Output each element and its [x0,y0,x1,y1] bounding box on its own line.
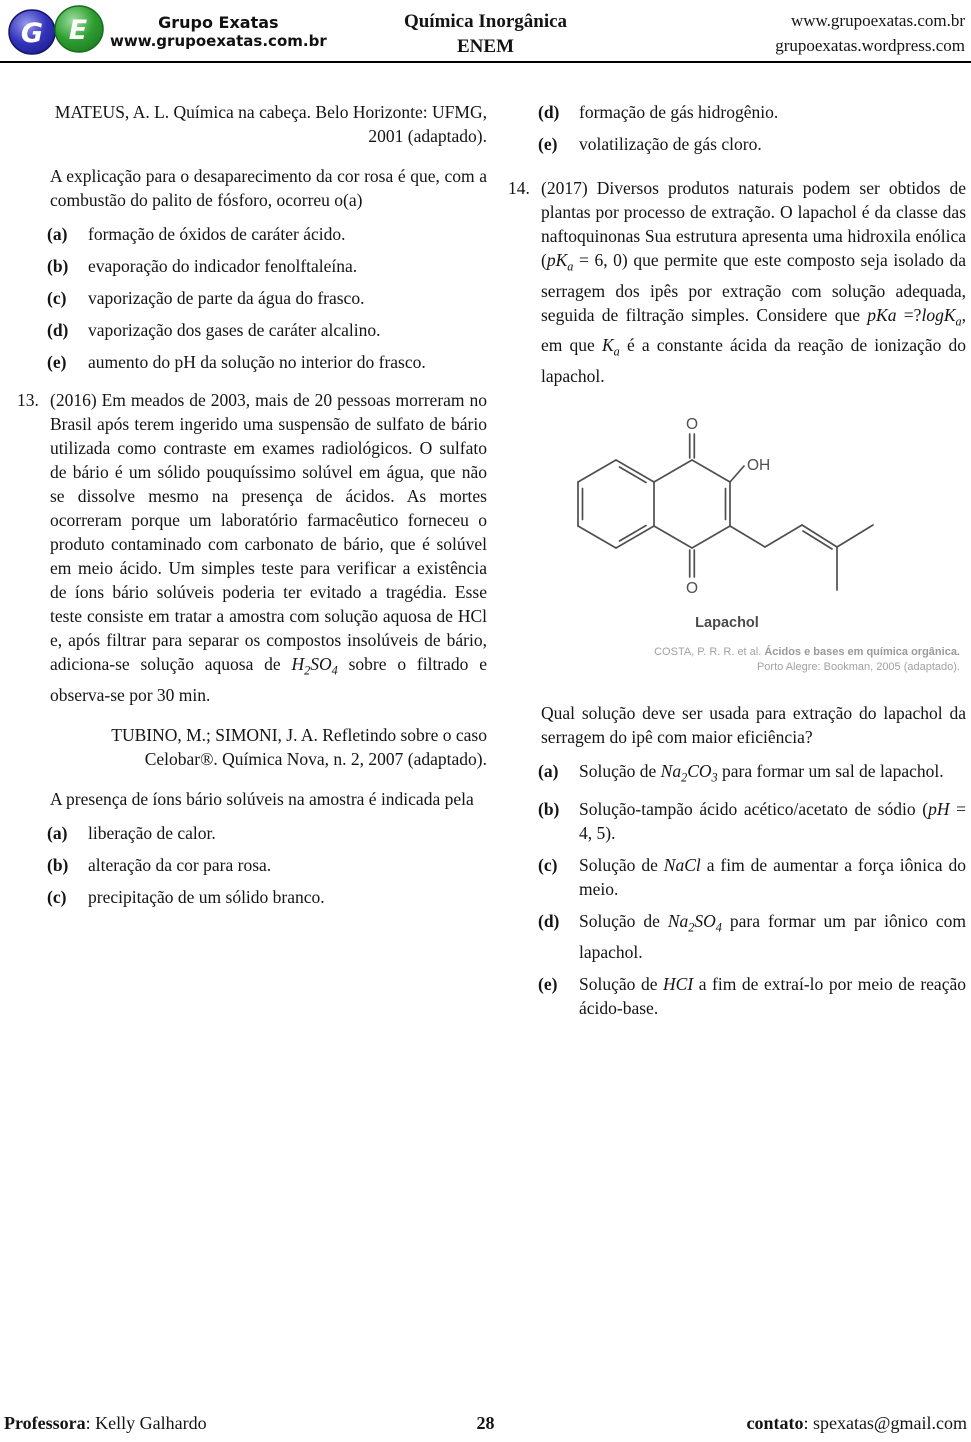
option-label: (d) [538,911,560,931]
option-text: vaporização de parte da água do frasco. [88,288,365,308]
grupo-exatas-logo [6,3,327,59]
option-text: evaporação do indicador fenolftaleína. [88,256,358,276]
option-text: vaporização dos gases de caráter alcalino. [88,320,381,340]
figure-source [540,645,960,675]
option-label: (b) [538,799,560,819]
option-text: volatilização de gás cloro. [579,134,762,154]
header-links [775,8,965,58]
option-label: (b) [47,256,69,276]
option-label: (a) [538,760,559,781]
option-e [47,350,487,374]
option-d [47,318,487,342]
site-url-wordpress: grupoexatas.wordpress.com [775,36,965,55]
professor-label: Professora [4,1413,86,1433]
figure-caption: Lapachol [695,614,759,631]
question-13-prompt: A presença de íons bário solúveis na amostra é indicada pela [50,788,474,809]
option-d [538,909,966,964]
option-label: (a) [47,822,68,843]
option-label: (e) [47,352,67,372]
question-body: (2016) Em meados de 2003, mais de 20 pessoas morreram no Brasil após terem ingerido uma suspensão de sulfato de bário utilizada como contraste em exames radiológicos. O sulfato de bário é um sólido pouquíssimo solúvel em água, que não se dissolve mesmo na presença de ácidos. As mortes ocorreram porque um laboratório farmacêutico forneceu o produto contaminado com carbonato de bário, que é solúvel em meio ácido. Um simples teste para verificar a existência de íons bário solúveis poderia ter evitado a tragédia. Esse teste consiste em tratar a amostra com solução aquosa de HCl e, após filtrar para separar os compostos insolúveis de bário, adiciona-se solução aquosa de $H_2SO_4$ sobre o filtrado e observa-se por 30 min. [50,390,487,705]
contact-email: : spexatas@gmail.com [803,1413,967,1433]
option-text: Solução de $Na_2SO_4$ para formar um par iônico com lapachol. [579,911,966,962]
citation-mateus: MATEUS, A. L. Química na cabeça. Belo Horizonte: UFMG, 2001 (adaptado). [54,102,487,146]
option-text: Solução de $Na_2CO_3$ para formar um sal de lapachol. [579,760,944,784]
option-label: (d) [47,320,69,340]
document-subtitle: ENEM [457,36,514,57]
question-13-options [47,821,487,909]
document-title: Química Inorgânica [403,11,568,32]
option-text: alteração da cor para rosa. [88,854,272,875]
option-c [47,286,487,310]
option-label: (c) [538,855,558,875]
option-label: (b) [47,854,69,875]
atom-hydroxyl: OH [747,456,771,474]
atom-oxygen-bottom: O [685,579,699,597]
atom-labels [686,416,770,597]
option-c [538,853,966,901]
option-e [538,132,966,156]
option-label: (a) [47,224,68,244]
lapachol-figure [540,396,960,675]
professor-name: : Kelly Galhardo [85,1413,207,1433]
question-13 [17,388,487,707]
option-text: Solução de HCI a fim de extraí-lo por meio de reação ácido-base. [579,973,966,1018]
question-14-options [538,759,966,1020]
citation-tubino: TUBINO, M.; SIMONI, J. A. Refletindo sobre o caso Celobar®. Química Nova, n. 2, 2007 (adaptado). [111,724,487,769]
question-12-prompt: A explicação para o desaparecimento da cor rosa é que, com a combustão do palito de fósforo, ocorreu o(a) [50,166,487,210]
option-label: (e) [538,973,558,994]
right-column [508,94,966,1034]
option-b [47,254,487,278]
option-c [47,885,487,909]
document-title-block [300,9,671,59]
option-label: (c) [47,288,67,308]
page-number: 28 [476,1413,495,1433]
logo-company-name: Grupo Exatas [158,12,279,32]
option-text: Solução-tampão ácido acético/acetato de sódio (pH = 4, 5). [579,799,966,843]
option-label: (c) [47,886,67,907]
logo-website: www.grupoexatas.com.br [110,31,327,50]
option-text: precipitação de um sólido branco. [88,886,325,907]
option-label: (e) [538,134,558,154]
option-text: formação de óxidos de caráter ácido. [88,224,346,244]
figure-source-publisher: Porto Alegre: Bookman, 2005 (adaptado). [756,660,960,673]
option-e [538,972,966,1020]
atom-oxygen-top: O [685,415,699,433]
figure-source-title: Ácidos e bases em química orgânica. [764,645,960,658]
question-13-options-continued [538,100,966,156]
question-14-prompt: Qual solução deve ser usada para extração do lapachol da serragem do ipê com maior eficiência? [541,702,966,747]
contact-label: contato [746,1413,804,1433]
option-text: formação de gás hidrogênio. [579,102,779,122]
logo-letter-g: G [20,18,44,49]
option-b [538,797,966,845]
logo-text [110,13,327,50]
logo-circles-icon [6,3,108,59]
question-12-options [47,222,487,374]
option-d [538,100,966,124]
question-body: (2017) Diversos produtos naturais podem ser obtidos de plantas por processo de extração. O lapachol é da classe das naftoquinonas Sua estrutura apresenta uma hidroxila enólica ($pK_a = 6$, 0) que permite que este composto seja isolado da serragem dos ipês por extração com solução adequada, seguida de filtração simples. Considere que pKa =?logK$_a$, em que $K_a$ é a constante ácida da reação de ionização do lapachol. [541,178,966,386]
page-header [0,0,971,62]
option-text: aumento do pH da solução no interior do frasco. [88,352,426,372]
logo-letter-e: E [68,15,88,46]
bond-lines [578,434,873,590]
question-number: 13. [17,390,39,410]
option-label: (d) [538,102,560,122]
page-footer [0,1413,971,1434]
option-a [538,759,966,790]
question-number: 14. [508,178,530,198]
option-a [47,222,487,246]
left-column [17,94,487,923]
lapachol-structure-diagram [540,396,960,601]
option-text: liberação de calor. [88,822,216,843]
option-b [47,853,487,877]
header-divider [0,61,971,63]
option-a [47,821,487,845]
site-url-main: www.grupoexatas.com.br [790,11,965,30]
option-text: Solução de NaCl a fim de aumentar a força iônica do meio. [579,855,966,899]
figure-source-authors: COSTA, P. R. R. et al. [654,645,765,658]
question-14 [508,176,966,388]
